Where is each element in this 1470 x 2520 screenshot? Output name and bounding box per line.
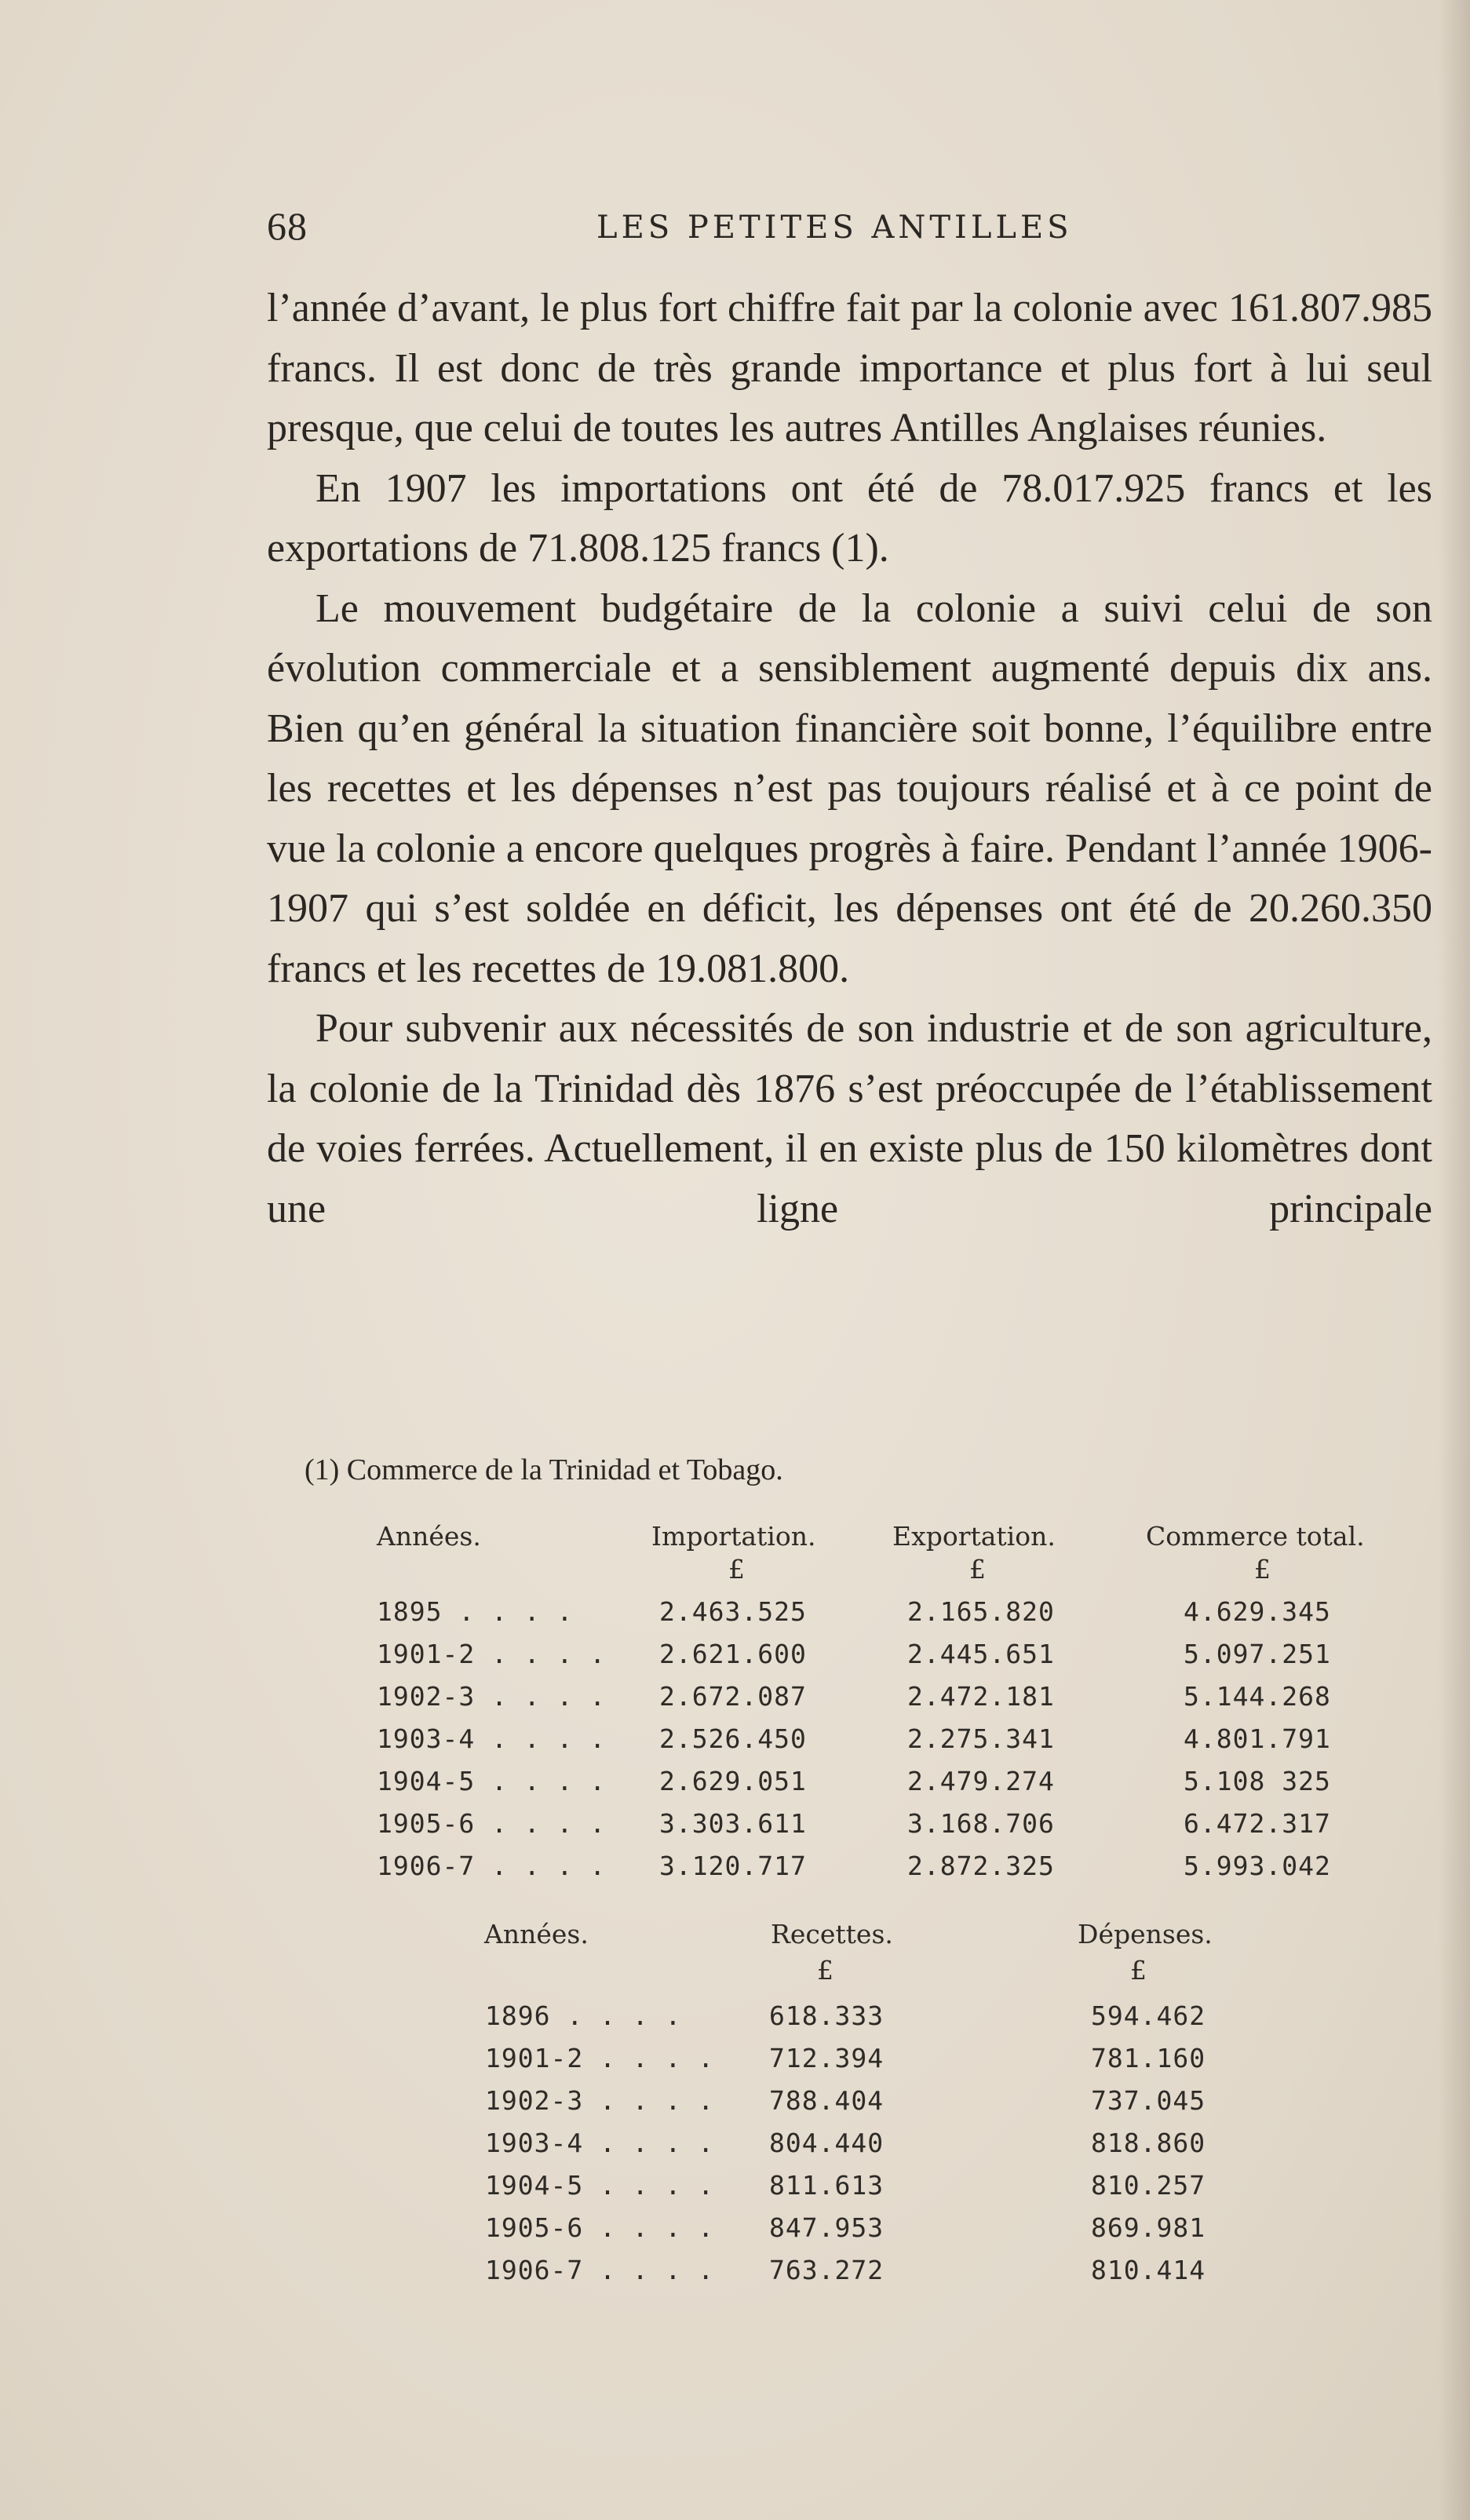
export-cell: 2.479.274 bbox=[907, 1766, 1055, 1796]
import-cell: 3.120.717 bbox=[659, 1851, 807, 1881]
export-cell: 2.445.651 bbox=[907, 1639, 1055, 1669]
year-cell: 1904-5 . . . . bbox=[377, 1766, 607, 1796]
paragraph: Pour subvenir aux nécessités de son industrie et de son agriculture, la colonie de la Trinidad dès 1876 s’est préoccupée de l’établissement de voies ferrées. Actuellement, il en existe plus de 150 kilomètres dont une ligne principale bbox=[267, 1006, 1432, 1231]
total-cell: 4.629.345 bbox=[1184, 1596, 1331, 1627]
column-header: Importation. bbox=[651, 1521, 816, 1552]
receipts-cell: 847.953 bbox=[769, 2212, 885, 2243]
export-cell: 2.472.181 bbox=[907, 1681, 1055, 1712]
paragraph: l’année d’avant, le plus fort chiffre fait par la colonie avec 161.807.985 francs. Il est donc de très grande importance et plus fort à lui seul presque, que celui de toutes les autres Antilles Anglaises réunies. bbox=[267, 286, 1432, 450]
year-cell: 1903-4 . . . . bbox=[485, 2128, 715, 2158]
paragraph: En 1907 les importations ont été de 78.017.925 francs et les exportations de 71.808.125 francs (1). bbox=[267, 465, 1432, 571]
import-cell: 2.629.051 bbox=[659, 1766, 807, 1796]
year-cell: 1905-6 . . . . bbox=[377, 1808, 607, 1839]
footnote: (1) Commerce de la Trinidad et Tobago. bbox=[305, 1453, 783, 1486]
receipts-cell: 712.394 bbox=[769, 2043, 885, 2073]
receipts-cell: 788.404 bbox=[769, 2085, 885, 2116]
column-header: Années. bbox=[377, 1521, 481, 1552]
total-cell: 5.144.268 bbox=[1184, 1681, 1331, 1712]
receipts-cell: 763.272 bbox=[769, 2255, 885, 2285]
receipts-cell: 811.613 bbox=[769, 2170, 885, 2201]
import-cell: 2.526.450 bbox=[659, 1723, 807, 1754]
import-cell: 2.621.600 bbox=[659, 1639, 807, 1669]
receipts-cell: 618.333 bbox=[769, 2000, 885, 2031]
year-cell: 1906-7 . . . . bbox=[377, 1851, 607, 1881]
page-edge-shadow bbox=[1439, 0, 1470, 2520]
import-cell: 3.303.611 bbox=[659, 1808, 807, 1839]
currency-label: £ bbox=[1130, 1955, 1147, 1986]
budget-table bbox=[259, 1919, 1405, 2296]
export-cell: 2.872.325 bbox=[907, 1851, 1055, 1881]
import-cell: 2.672.087 bbox=[659, 1681, 807, 1712]
currency-label: £ bbox=[817, 1955, 833, 1986]
export-cell: 3.168.706 bbox=[907, 1808, 1055, 1839]
expenses-cell: 737.045 bbox=[1091, 2085, 1206, 2116]
running-title: LES PETITES ANTILLES bbox=[596, 210, 1073, 246]
page-header bbox=[267, 202, 1428, 250]
expenses-cell: 818.860 bbox=[1091, 2128, 1206, 2158]
year-cell: 1906-7 . . . . bbox=[485, 2255, 715, 2285]
commerce-table bbox=[259, 1507, 1405, 1899]
expenses-cell: 594.462 bbox=[1091, 2000, 1206, 2031]
year-cell: 1895 . . . . bbox=[377, 1596, 574, 1627]
expenses-cell: 810.414 bbox=[1091, 2255, 1206, 2285]
total-cell: 5.108 325 bbox=[1184, 1766, 1331, 1796]
column-header: Commerce total. bbox=[1146, 1521, 1365, 1552]
year-cell: 1901-2 . . . . bbox=[485, 2043, 715, 2073]
total-cell: 5.097.251 bbox=[1184, 1639, 1331, 1669]
currency-label: £ bbox=[969, 1554, 986, 1585]
year-cell: 1904-5 . . . . bbox=[485, 2170, 715, 2201]
year-cell: 1902-3 . . . . bbox=[377, 1681, 607, 1712]
export-cell: 2.165.820 bbox=[907, 1596, 1055, 1627]
total-cell: 4.801.791 bbox=[1184, 1723, 1331, 1754]
expenses-cell: 781.160 bbox=[1091, 2043, 1206, 2073]
export-cell: 2.275.341 bbox=[907, 1723, 1055, 1754]
body-text bbox=[267, 279, 1432, 1239]
column-header: Années. bbox=[484, 1919, 589, 1949]
expenses-cell: 869.981 bbox=[1091, 2212, 1206, 2243]
year-cell: 1905-6 . . . . bbox=[485, 2212, 715, 2243]
total-cell: 6.472.317 bbox=[1184, 1808, 1331, 1839]
year-cell: 1901-2 . . . . bbox=[377, 1639, 607, 1669]
total-cell: 5.993.042 bbox=[1184, 1851, 1331, 1881]
expenses-cell: 810.257 bbox=[1091, 2170, 1206, 2201]
receipts-cell: 804.440 bbox=[769, 2128, 885, 2158]
column-header: Recettes. bbox=[771, 1919, 893, 1949]
year-cell: 1896 . . . . bbox=[485, 2000, 682, 2031]
page-number: 68 bbox=[267, 204, 308, 248]
year-cell: 1903-4 . . . . bbox=[377, 1723, 607, 1754]
import-cell: 2.463.525 bbox=[659, 1596, 807, 1627]
year-cell: 1902-3 . . . . bbox=[485, 2085, 715, 2116]
currency-label: £ bbox=[728, 1554, 745, 1585]
currency-label: £ bbox=[1254, 1554, 1271, 1585]
column-header: Dépenses. bbox=[1078, 1919, 1213, 1949]
column-header: Exportation. bbox=[892, 1521, 1056, 1552]
paragraph: Le mouvement budgétaire de la colonie a suivi celui de son évolution commerciale et a sensiblement augmenté depuis dix ans. Bien qu’en général la situation financière soit bonne, l’équilibre entre les recettes et les dépenses n’est pas toujours réalisé et à ce point de vue la colonie a encore quelques progrès à faire. Pendant l’année 1906-1907 qui s’est soldée en déficit, les dépenses ont été de 20.260.350 francs et les recettes de 19.081.800. bbox=[267, 585, 1432, 991]
